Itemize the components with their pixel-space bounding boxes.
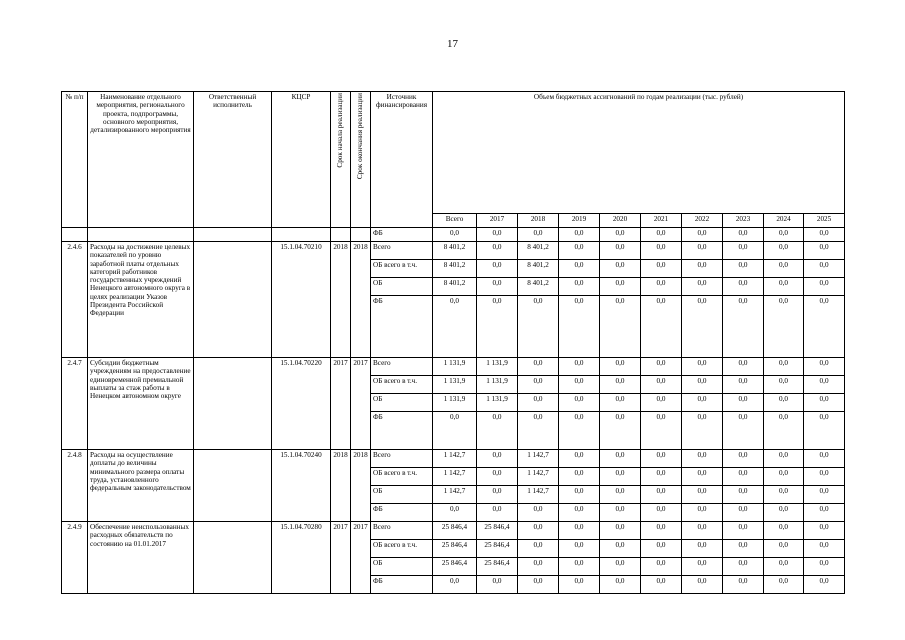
- item-name: Обеспечение неиспользованных расходных обязательств по состоянию на 01.01.2017: [88, 522, 194, 594]
- value-cell: 0,0: [804, 242, 845, 260]
- empty-cell: [194, 228, 272, 242]
- item-kcsr: 15.1.04.70280: [272, 522, 331, 594]
- value-cell: 0,0: [641, 394, 682, 412]
- value-cell: 1 142,7: [518, 450, 559, 468]
- value-cell: 0,0: [559, 486, 600, 504]
- value-cell: 25 846,4: [433, 540, 477, 558]
- value-cell: 0,0: [477, 412, 518, 450]
- value-cell: 25 846,4: [477, 558, 518, 576]
- value-cell: 0,0: [804, 486, 845, 504]
- value-cell: 25 846,4: [477, 540, 518, 558]
- source-cell: Всего: [371, 242, 433, 260]
- value-cell: 0,0: [600, 412, 641, 450]
- value-cell: 1 142,7: [433, 450, 477, 468]
- value-cell: 0,0: [723, 504, 764, 522]
- value-cell: 0,0: [477, 486, 518, 504]
- value-cell: 0,0: [804, 540, 845, 558]
- value-cell: 0,0: [433, 412, 477, 450]
- value-cell: 0,0: [804, 504, 845, 522]
- value-cell: 0,0: [559, 278, 600, 296]
- value-cell: 0,0: [518, 358, 559, 376]
- header-responsible: Ответственный исполнитель: [194, 92, 272, 228]
- value-cell: 0,0: [764, 558, 804, 576]
- value-cell: 0,0: [641, 242, 682, 260]
- value-cell: 0,0: [641, 278, 682, 296]
- value-cell: 0,0: [641, 450, 682, 468]
- header-num: № п/п: [62, 92, 88, 228]
- value-cell: 0,0: [723, 228, 764, 242]
- item-name: Расходы на достижение целевых показателей по уровню заработной платы отдельных категорий работников государственных учреждений Ненецкого автономного округа в целях реализации Указов Президента Российской Федерации: [88, 242, 194, 358]
- value-cell: 0,0: [600, 468, 641, 486]
- year-header: 2018: [518, 214, 559, 228]
- value-cell: 0,0: [682, 358, 723, 376]
- value-cell: 0,0: [682, 504, 723, 522]
- year-header: 2023: [723, 214, 764, 228]
- header-kcsr: КЦСР: [272, 92, 331, 228]
- value-cell: 8 401,2: [433, 242, 477, 260]
- value-cell: 0,0: [723, 376, 764, 394]
- value-cell: 0,0: [682, 376, 723, 394]
- value-cell: 0,0: [723, 540, 764, 558]
- value-cell: 0,0: [641, 376, 682, 394]
- table-row: [62, 450, 845, 468]
- value-cell: 0,0: [559, 468, 600, 486]
- value-cell: 0,0: [477, 296, 518, 358]
- value-cell: 0,0: [764, 228, 804, 242]
- item-number: 2.4.9: [62, 522, 88, 594]
- value-cell: 8 401,2: [518, 260, 559, 278]
- value-cell: 0,0: [641, 412, 682, 450]
- source-cell: ФБ: [371, 228, 433, 242]
- header-end: [351, 92, 371, 228]
- item-name: Субсидии бюджетным учреждениям на предоставление единовременной премиальной выплаты за стаж работы в Ненецком автономном округе: [88, 358, 194, 450]
- value-cell: 0,0: [477, 468, 518, 486]
- year-header: 2024: [764, 214, 804, 228]
- value-cell: 0,0: [723, 242, 764, 260]
- item-responsible: [194, 450, 272, 522]
- empty-cell: [351, 228, 371, 242]
- value-cell: 0,0: [764, 468, 804, 486]
- header-source: Источник финансирования: [371, 92, 433, 228]
- item-end: 2018: [351, 450, 371, 522]
- value-cell: 0,0: [804, 522, 845, 540]
- value-cell: 0,0: [682, 278, 723, 296]
- value-cell: 0,0: [723, 576, 764, 594]
- item-responsible: [194, 358, 272, 450]
- value-cell: 0,0: [723, 296, 764, 358]
- value-cell: 0,0: [682, 486, 723, 504]
- value-cell: 0,0: [764, 540, 804, 558]
- value-cell: 0,0: [804, 412, 845, 450]
- value-cell: 0,0: [804, 296, 845, 358]
- value-cell: 0,0: [433, 296, 477, 358]
- value-cell: 0,0: [764, 486, 804, 504]
- source-cell: ОБ: [371, 394, 433, 412]
- value-cell: 0,0: [518, 522, 559, 540]
- value-cell: 0,0: [518, 540, 559, 558]
- value-cell: 0,0: [641, 522, 682, 540]
- value-cell: 0,0: [804, 558, 845, 576]
- value-cell: 0,0: [600, 228, 641, 242]
- value-cell: 1 131,9: [477, 358, 518, 376]
- value-cell: 0,0: [433, 504, 477, 522]
- value-cell: 0,0: [641, 558, 682, 576]
- year-header: Всего: [433, 214, 477, 228]
- value-cell: 0,0: [600, 540, 641, 558]
- value-cell: 0,0: [723, 558, 764, 576]
- value-cell: 0,0: [764, 576, 804, 594]
- value-cell: 0,0: [682, 558, 723, 576]
- value-cell: 0,0: [518, 558, 559, 576]
- value-cell: 0,0: [433, 576, 477, 594]
- value-cell: 0,0: [682, 468, 723, 486]
- source-cell: ОБ: [371, 278, 433, 296]
- value-cell: 0,0: [682, 522, 723, 540]
- value-cell: 0,0: [559, 260, 600, 278]
- value-cell: 8 401,2: [433, 260, 477, 278]
- value-cell: 25 846,4: [433, 522, 477, 540]
- value-cell: 0,0: [682, 450, 723, 468]
- item-number: 2.4.7: [62, 358, 88, 450]
- value-cell: 0,0: [559, 242, 600, 260]
- table-row: [62, 358, 845, 376]
- item-end: 2017: [351, 522, 371, 594]
- value-cell: 0,0: [518, 394, 559, 412]
- value-cell: 0,0: [723, 394, 764, 412]
- value-cell: 0,0: [764, 376, 804, 394]
- value-cell: 0,0: [559, 412, 600, 450]
- value-cell: 1 142,7: [433, 468, 477, 486]
- value-cell: 0,0: [559, 522, 600, 540]
- value-cell: 0,0: [477, 576, 518, 594]
- header-start-label: Срок начала реализации: [336, 93, 345, 168]
- value-cell: 0,0: [723, 412, 764, 450]
- value-cell: 0,0: [477, 504, 518, 522]
- value-cell: 0,0: [641, 228, 682, 242]
- source-cell: ФБ: [371, 504, 433, 522]
- source-cell: ФБ: [371, 412, 433, 450]
- value-cell: 0,0: [764, 278, 804, 296]
- item-end: 2018: [351, 242, 371, 358]
- value-cell: 0,0: [641, 260, 682, 278]
- value-cell: 0,0: [600, 450, 641, 468]
- item-responsible: [194, 242, 272, 358]
- value-cell: 0,0: [764, 296, 804, 358]
- source-cell: ОБ: [371, 486, 433, 504]
- value-cell: 0,0: [764, 242, 804, 260]
- value-cell: 0,0: [600, 504, 641, 522]
- source-cell: ОБ всего в т.ч.: [371, 260, 433, 278]
- value-cell: 0,0: [559, 450, 600, 468]
- item-responsible: [194, 522, 272, 594]
- empty-cell: [88, 228, 194, 242]
- item-kcsr: 15.1.04.70240: [272, 450, 331, 522]
- year-header: 2025: [804, 214, 845, 228]
- value-cell: 0,0: [723, 468, 764, 486]
- value-cell: 0,0: [641, 468, 682, 486]
- value-cell: 1 142,7: [433, 486, 477, 504]
- item-start: 2017: [331, 522, 351, 594]
- value-cell: 0,0: [682, 394, 723, 412]
- value-cell: 0,0: [518, 412, 559, 450]
- value-cell: 0,0: [723, 450, 764, 468]
- year-header: 2022: [682, 214, 723, 228]
- value-cell: 0,0: [723, 486, 764, 504]
- value-cell: 0,0: [600, 522, 641, 540]
- value-cell: 0,0: [600, 558, 641, 576]
- source-cell: Всего: [371, 450, 433, 468]
- value-cell: 0,0: [477, 242, 518, 260]
- value-cell: 0,0: [600, 296, 641, 358]
- budget-table: [61, 91, 845, 594]
- value-cell: 0,0: [477, 260, 518, 278]
- value-cell: 0,0: [682, 412, 723, 450]
- value-cell: 0,0: [641, 358, 682, 376]
- value-cell: 0,0: [477, 278, 518, 296]
- value-cell: 0,0: [804, 376, 845, 394]
- value-cell: 0,0: [600, 576, 641, 594]
- source-cell: ФБ: [371, 296, 433, 358]
- source-cell: Всего: [371, 358, 433, 376]
- value-cell: 0,0: [764, 394, 804, 412]
- value-cell: 8 401,2: [433, 278, 477, 296]
- value-cell: 0,0: [723, 260, 764, 278]
- value-cell: 0,0: [804, 394, 845, 412]
- value-cell: 0,0: [804, 468, 845, 486]
- value-cell: 1 131,9: [477, 376, 518, 394]
- header-volume: Объем бюджетных ассигнований по годам реализации (тыс. рублей): [433, 92, 845, 214]
- source-cell: ФБ: [371, 576, 433, 594]
- source-cell: ОБ: [371, 558, 433, 576]
- value-cell: 0,0: [641, 540, 682, 558]
- value-cell: 0,0: [723, 522, 764, 540]
- item-number: 2.4.8: [62, 450, 88, 522]
- item-start: 2018: [331, 242, 351, 358]
- header-end-label: Срок окончания реализации: [356, 93, 365, 180]
- value-cell: 0,0: [723, 278, 764, 296]
- value-cell: 0,0: [682, 540, 723, 558]
- item-start: 2017: [331, 358, 351, 450]
- value-cell: 0,0: [559, 504, 600, 522]
- value-cell: 0,0: [600, 394, 641, 412]
- value-cell: 0,0: [600, 260, 641, 278]
- value-cell: 0,0: [433, 228, 477, 242]
- item-kcsr: 15.1.04.70210: [272, 242, 331, 358]
- value-cell: 8 401,2: [518, 242, 559, 260]
- table-row: [62, 522, 845, 540]
- empty-cell: [331, 228, 351, 242]
- year-header: 2019: [559, 214, 600, 228]
- value-cell: 0,0: [518, 576, 559, 594]
- value-cell: 0,0: [559, 540, 600, 558]
- item-end: 2017: [351, 358, 371, 450]
- year-header: 2020: [600, 214, 641, 228]
- value-cell: 25 846,4: [477, 522, 518, 540]
- value-cell: 1 142,7: [518, 468, 559, 486]
- value-cell: 0,0: [764, 504, 804, 522]
- source-cell: ОБ всего в т.ч.: [371, 540, 433, 558]
- value-cell: 0,0: [641, 296, 682, 358]
- value-cell: 0,0: [518, 228, 559, 242]
- value-cell: 0,0: [559, 558, 600, 576]
- value-cell: 0,0: [559, 576, 600, 594]
- value-cell: 0,0: [682, 576, 723, 594]
- value-cell: 0,0: [764, 260, 804, 278]
- value-cell: 0,0: [641, 486, 682, 504]
- value-cell: 0,0: [682, 296, 723, 358]
- item-name: Расходы на осуществление доплаты до величины минимального размера оплаты труда, установленного федеральным законодательством: [88, 450, 194, 522]
- value-cell: 0,0: [600, 376, 641, 394]
- year-header: 2017: [477, 214, 518, 228]
- value-cell: 0,0: [804, 260, 845, 278]
- header-start: [331, 92, 351, 228]
- value-cell: 0,0: [764, 450, 804, 468]
- year-header: 2021: [641, 214, 682, 228]
- value-cell: 1 131,9: [477, 394, 518, 412]
- value-cell: 0,0: [804, 358, 845, 376]
- value-cell: 0,0: [682, 228, 723, 242]
- value-cell: 0,0: [641, 504, 682, 522]
- value-cell: 0,0: [559, 228, 600, 242]
- value-cell: 0,0: [804, 278, 845, 296]
- item-kcsr: 15.1.04.70220: [272, 358, 331, 450]
- value-cell: 0,0: [682, 260, 723, 278]
- value-cell: 0,0: [804, 228, 845, 242]
- item-start: 2018: [331, 450, 351, 522]
- value-cell: 0,0: [600, 486, 641, 504]
- value-cell: 0,0: [641, 576, 682, 594]
- value-cell: 0,0: [518, 504, 559, 522]
- value-cell: 0,0: [600, 278, 641, 296]
- empty-cell: [62, 228, 88, 242]
- value-cell: 1 131,9: [433, 358, 477, 376]
- value-cell: 0,0: [559, 296, 600, 358]
- source-cell: Всего: [371, 522, 433, 540]
- empty-cell: [272, 228, 331, 242]
- source-cell: ОБ всего в т.ч.: [371, 376, 433, 394]
- header-name: Наименование отдельного мероприятия, регионального проекта, подпрограммы, основного мероприятия, детализированного мероприятия: [88, 92, 194, 228]
- value-cell: 1 131,9: [433, 376, 477, 394]
- page-number: 17: [447, 38, 458, 50]
- value-cell: 0,0: [723, 358, 764, 376]
- value-cell: 0,0: [804, 450, 845, 468]
- value-cell: 0,0: [764, 412, 804, 450]
- item-number: 2.4.6: [62, 242, 88, 358]
- value-cell: 0,0: [518, 296, 559, 358]
- value-cell: 0,0: [477, 450, 518, 468]
- value-cell: 0,0: [804, 576, 845, 594]
- value-cell: 0,0: [764, 522, 804, 540]
- value-cell: 0,0: [559, 394, 600, 412]
- table-row: [62, 242, 845, 260]
- value-cell: 0,0: [682, 242, 723, 260]
- value-cell: 0,0: [477, 228, 518, 242]
- value-cell: 1 142,7: [518, 486, 559, 504]
- table-row: [62, 228, 845, 242]
- value-cell: 0,0: [559, 358, 600, 376]
- value-cell: 0,0: [518, 376, 559, 394]
- value-cell: 0,0: [600, 358, 641, 376]
- value-cell: 0,0: [764, 358, 804, 376]
- value-cell: 25 846,4: [433, 558, 477, 576]
- value-cell: 8 401,2: [518, 278, 559, 296]
- value-cell: 0,0: [559, 376, 600, 394]
- value-cell: 1 131,9: [433, 394, 477, 412]
- value-cell: 0,0: [600, 242, 641, 260]
- source-cell: ОБ всего в т.ч.: [371, 468, 433, 486]
